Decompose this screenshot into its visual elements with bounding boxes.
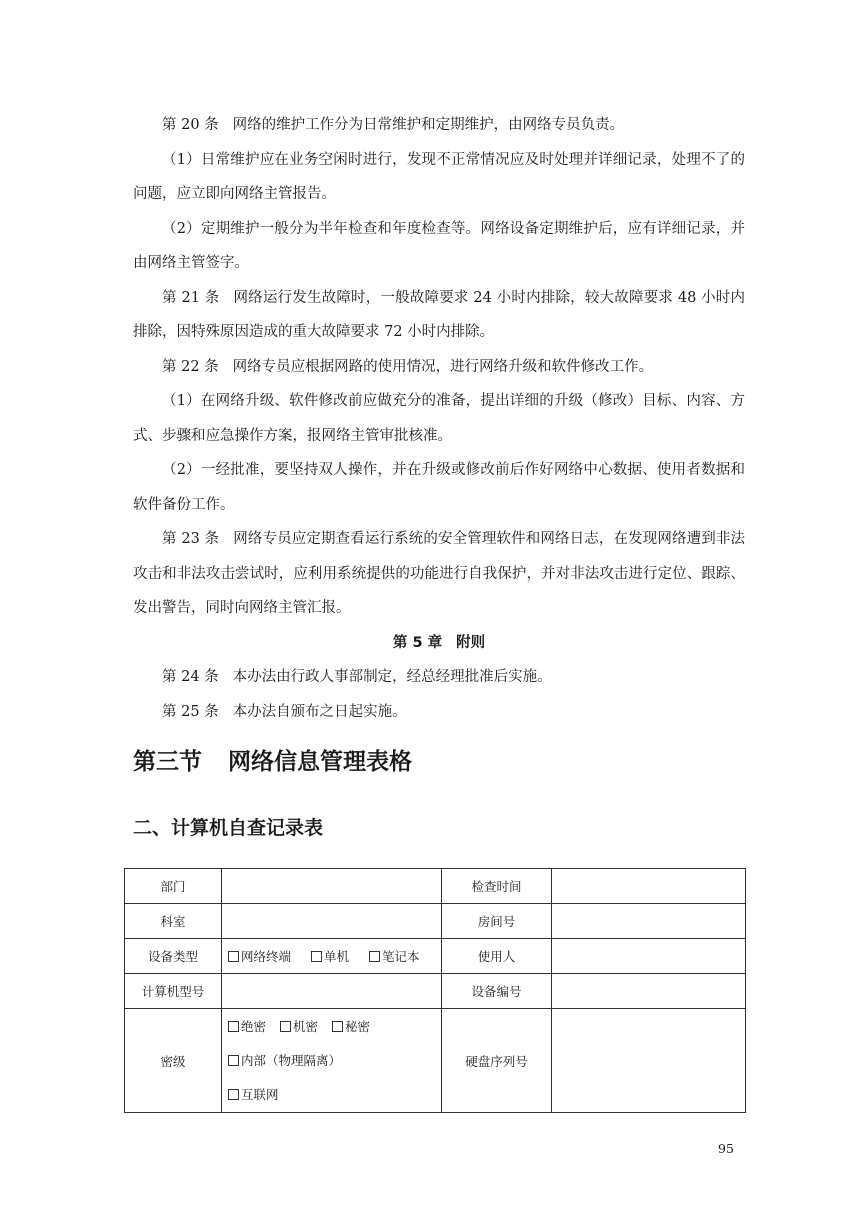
user-label: 使用人	[442, 939, 552, 974]
department-value-cell[interactable]	[222, 869, 442, 904]
computer-model-label: 计算机型号	[125, 974, 222, 1009]
form-row-computer-model	[125, 974, 746, 1009]
article-20: 第 20 条 网络的维护工作分为日常维护和定期维护，由网络专员负责。	[162, 117, 625, 133]
security-level-options	[222, 1009, 442, 1113]
checkbox-confidential[interactable]: 机密	[280, 1019, 318, 1034]
device-type-options	[222, 939, 442, 974]
page-number: 95	[718, 1141, 734, 1156]
checkbox-icon	[228, 1089, 239, 1100]
body-text	[133, 108, 745, 729]
department-label: 部门	[125, 869, 222, 904]
hdd-serial-label: 硬盘序列号	[442, 1009, 552, 1113]
hdd-serial-value-cell[interactable]	[552, 1009, 746, 1113]
check-time-value-cell[interactable]	[552, 869, 746, 904]
checkbox-icon	[228, 1021, 239, 1032]
checkbox-icon	[332, 1021, 343, 1032]
checkbox-icon	[369, 951, 380, 962]
checkbox-internal-isolated[interactable]: 内部（物理隔离）	[228, 1053, 341, 1068]
checkbox-standalone[interactable]: 单机	[311, 949, 349, 964]
checkbox-top-secret[interactable]: 绝密	[228, 1019, 266, 1034]
article-20-item-1: （1）日常维护应在业务空闲时进行，发现不正常情况应及时处理并详细记录，处理不了的问题，应立即向网络主管报告。	[133, 151, 745, 202]
article-22-item-1: （1）在网络升级、软件修改前应做充分的准备，提出详细的升级（修改）目标、内容、方式、步骤和应急操作方案，报网络主管审批核准。	[133, 393, 745, 444]
checkbox-laptop[interactable]: 笔记本	[369, 949, 420, 964]
form-row-device-type	[125, 939, 746, 974]
form-row-security-level	[125, 1009, 746, 1113]
subsection-title: 二、计算机自查记录表	[133, 817, 324, 839]
checkbox-icon	[311, 951, 322, 962]
article-20-item-2: （2）定期维护一般分为半年检查和年度检查等。网络设备定期维护后，应有详细记录，并由网络主管签字。	[133, 220, 745, 271]
room-number-value-cell[interactable]	[552, 904, 746, 939]
checkbox-icon	[228, 1055, 239, 1066]
checkbox-icon	[280, 1021, 291, 1032]
article-22-item-2: （2）一经批准，要坚持双人操作，并在升级或修改前后作好网络中心数据、使用者数据和软件备份工作。	[133, 462, 745, 513]
security-level-label: 密级	[125, 1009, 222, 1113]
room-number-label: 房间号	[442, 904, 552, 939]
device-number-value-cell[interactable]	[552, 974, 746, 1009]
office-label: 科室	[125, 904, 222, 939]
device-type-label: 设备类型	[125, 939, 222, 974]
chapter-heading: 第 5 章 附则	[392, 634, 486, 651]
checkbox-secret[interactable]: 秘密	[332, 1019, 370, 1034]
device-number-label: 设备编号	[442, 974, 552, 1009]
article-24: 第 24 条 本办法由行政人事部制定，经总经理批准后实施。	[162, 669, 552, 685]
computer-self-check-form	[124, 868, 746, 1113]
article-21: 第 21 条 网络运行发生故障时，一般故障要求 24 小时内排除，较大故障要求 48 小时内排除，因特殊原因造成的重大故障要求 72 小时内排除。	[133, 289, 746, 340]
form-row-office	[125, 904, 746, 939]
article-25: 第 25 条 本办法自颁布之日起实施。	[162, 703, 407, 720]
form-row-department	[125, 869, 746, 904]
checkbox-icon	[228, 951, 239, 962]
user-value-cell[interactable]	[552, 939, 746, 974]
computer-model-value-cell[interactable]	[222, 974, 442, 1009]
checkbox-internet[interactable]: 互联网	[228, 1087, 279, 1102]
check-time-label: 检查时间	[442, 869, 552, 904]
article-22: 第 22 条 网络专员应根据网路的使用情况，进行网络升级和软件修改工作。	[162, 358, 654, 375]
office-value-cell[interactable]	[222, 904, 442, 939]
section-title: 第三节 网络信息管理表格	[133, 749, 412, 775]
checkbox-network-terminal[interactable]: 网络终端	[228, 949, 291, 964]
article-23: 第 23 条 网络专员应定期查看运行系统的安全管理软件和网络日志，在发现网络遭到非法攻击和非法攻击尝试时，应利用系统提供的功能进行自我保护，并对非法攻击进行定位、跟踪、发出警告，同时向网络主管汇报。	[133, 531, 746, 616]
